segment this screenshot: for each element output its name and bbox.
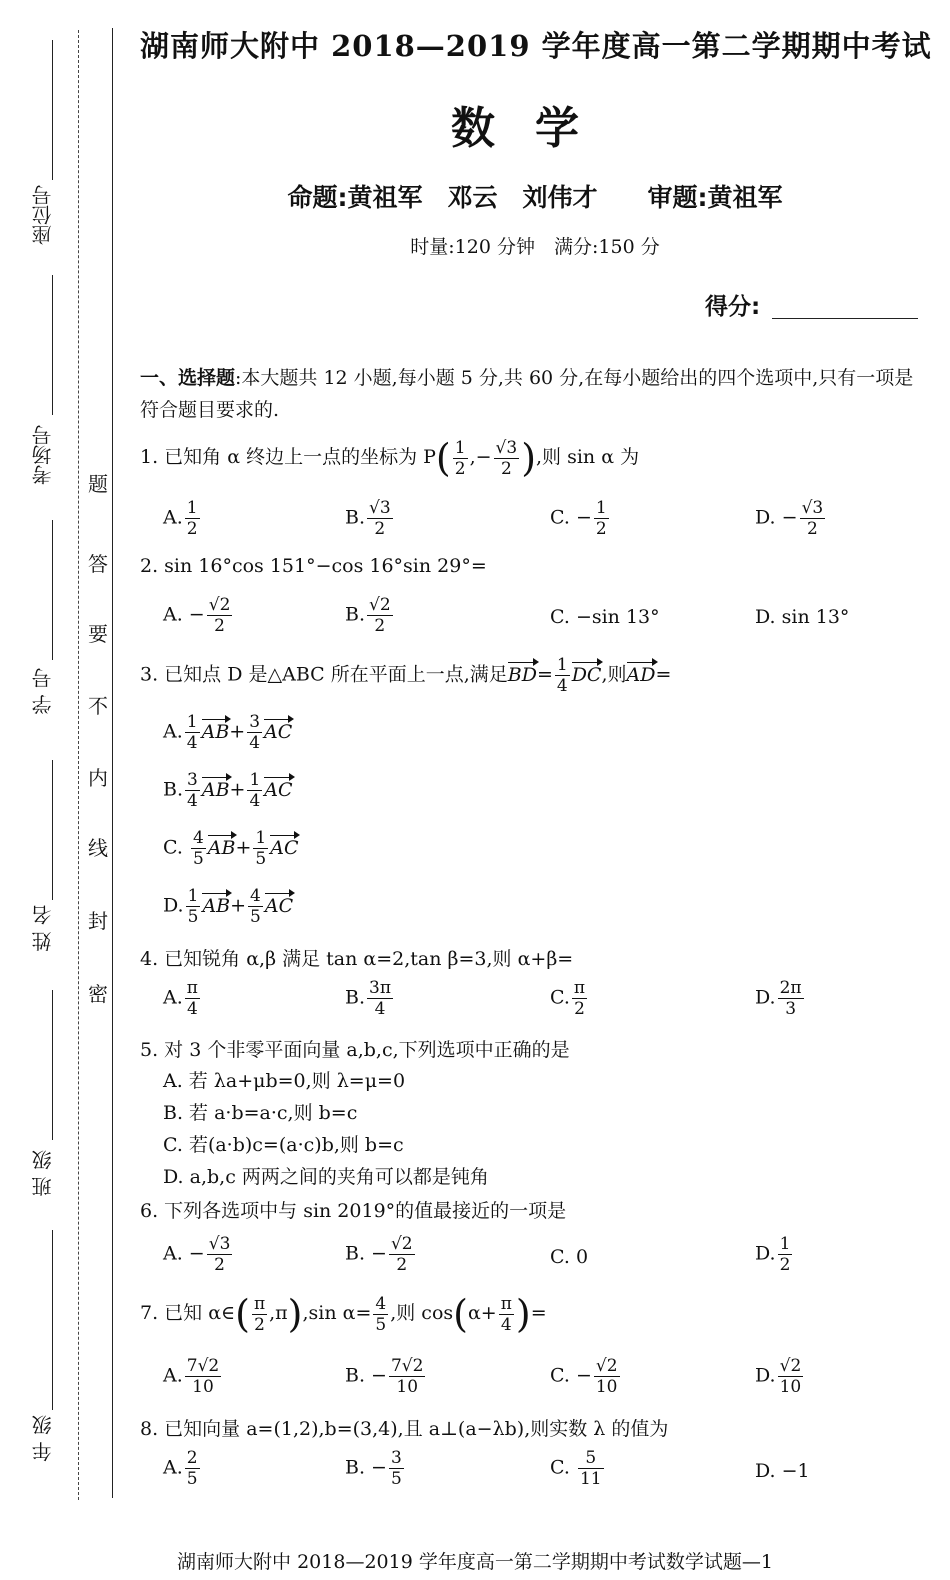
student-no-label: 学 号 — [31, 668, 55, 715]
q3-option-a[interactable]: A. $\frac{1}{4}$ AB+ $\frac{3}{4}$ AC — [163, 712, 293, 753]
question-8: 8. 已知向量 a=(1,2),b=(3,4),且 a⊥(a−λb),则实数 λ 的值为 — [140, 1418, 669, 1440]
seat-label: 座位号 — [31, 185, 55, 245]
page-footer: 湖南师大附中 2018—2019 学年度高一第二学期期中考试数学试题—1 — [177, 1551, 773, 1573]
q6-option-b[interactable]: B. − $\frac{√2}{2}$ — [345, 1234, 413, 1275]
class-label: 班 级 — [31, 1150, 55, 1197]
q5-option-d[interactable]: D. a,b,c 两两之间的夹角可以都是钝角 — [163, 1166, 489, 1188]
question-3: 3. 已知点 D 是△ABC 所在平面上一点,满足BD= $\frac{1}{4}$ DC,则AD= — [140, 655, 672, 696]
section-heading: 一、选择题 — [140, 367, 236, 389]
q2-option-c[interactable]: C. −sin 13° — [550, 606, 660, 628]
content-border — [112, 28, 113, 1498]
question-2: 2. sin 16°cos 151°−cos 16°sin 29°= — [140, 555, 487, 577]
grade-label: 年 级 — [31, 1415, 55, 1462]
q6-option-a[interactable]: A. − $\frac{√3}{2}$ — [163, 1234, 231, 1275]
seal-char: 密 — [88, 982, 108, 1006]
margin-rule — [52, 990, 53, 1140]
q2-option-b[interactable]: B. $\frac{√2}{2}$ — [345, 595, 391, 636]
q1-stem-end: ,则 sin α 为 — [536, 446, 640, 468]
q7-option-c[interactable]: C. − $\frac{√2}{10}$ — [550, 1356, 618, 1397]
seal-char: 答 — [88, 552, 108, 576]
seal-char: 不 — [88, 694, 108, 718]
q6-option-d[interactable]: D. $\frac{1}{2}$ — [755, 1234, 791, 1275]
q2-option-a[interactable]: A. − $\frac{√2}{2}$ — [163, 595, 231, 636]
q2-option-d[interactable]: D. sin 13° — [755, 606, 850, 628]
time-score-info: 时量:120 分钟 满分:150 分 — [410, 236, 660, 258]
question-7: 7. 已知 α∈( $\frac{\pi}{2}$ ,π),sin α= $\frac{4}{5}$ ,则 cos(α+ $\frac{\pi}{4}$ )= — [140, 1292, 547, 1336]
subject-title: 数学 — [451, 103, 619, 154]
seal-char: 题 — [88, 472, 108, 496]
q4-option-d[interactable]: D. $\frac{2\pi}{3}$ — [755, 978, 802, 1019]
margin-rule — [52, 1230, 53, 1410]
q8-option-b[interactable]: B. − $\frac{3}{5}$ — [345, 1448, 402, 1489]
q4-option-c[interactable]: C. $\frac{\pi}{2}$ — [550, 978, 586, 1019]
q7-option-b[interactable]: B. − $\frac{7√2}{10}$ — [345, 1356, 424, 1397]
margin-rule — [52, 760, 53, 900]
q1-option-a[interactable]: A. $\frac{1}{2}$ — [163, 498, 198, 539]
section-instructions — [140, 362, 930, 426]
q1-option-c[interactable]: C. − $\frac{1}{2}$ — [550, 498, 607, 539]
q4-option-b[interactable]: B. $\frac{3\pi}{4}$ — [345, 978, 392, 1019]
q3-option-b[interactable]: B. $\frac{3}{4}$ AB+ $\frac{1}{4}$ AC — [163, 770, 293, 811]
q1-option-d[interactable]: D. − $\frac{√3}{2}$ — [755, 498, 824, 539]
margin-rule — [52, 275, 53, 415]
question-6: 6. 下列各选项中与 sin 2019°的值最接近的一项是 — [140, 1200, 567, 1222]
seal-dashed-line — [78, 30, 79, 1500]
score-blank[interactable] — [772, 318, 918, 319]
q1-stem: 1. 已知角 α 终边上一点的坐标为 P — [140, 446, 436, 468]
score-label: 得分: — [705, 294, 761, 320]
q6-option-c[interactable]: C. 0 — [550, 1246, 589, 1268]
seal-char: 内 — [88, 766, 108, 790]
exam-title: 湖南师大附中 2018—2019 学年度高一第二学期期中考试 — [140, 29, 932, 63]
q5-option-c[interactable]: C. 若(a·b)c=(a·c)b,则 b=c — [163, 1134, 404, 1156]
authors-line: 命题:黄祖军 邓云 刘伟才 审题:黄祖军 — [287, 183, 783, 212]
question-5: 5. 对 3 个非零平面向量 a,b,c,下列选项中正确的是 — [140, 1039, 570, 1061]
q5-option-a[interactable]: A. 若 λa+μb=0,则 λ=μ=0 — [163, 1070, 406, 1092]
q7-option-a[interactable]: A. $\frac{7√2}{10}$ — [163, 1356, 220, 1397]
name-label: 姓 名 — [31, 905, 55, 952]
exam-room-label: 考场号 — [31, 425, 55, 485]
q5-option-b[interactable]: B. 若 a·b=a·c,则 b=c — [163, 1102, 358, 1124]
seal-char: 要 — [88, 622, 108, 646]
seal-char: 封 — [88, 909, 108, 933]
question-1: 1. 已知角 α 终边上一点的坐标为 P( $\frac{1}{2}$ ,− $\frac{√3}{2}$ ),则 sin α 为 — [140, 436, 640, 480]
q8-option-c[interactable]: C. $\frac{5}{11}$ — [550, 1448, 602, 1489]
q8-option-d[interactable]: D. −1 — [755, 1460, 810, 1482]
q3-option-c[interactable]: C. $\frac{4}{5}$ AB+ $\frac{1}{5}$ AC — [163, 828, 299, 869]
q4-option-a[interactable]: A. $\frac{\pi}{4}$ — [163, 978, 198, 1019]
margin-rule — [52, 40, 53, 180]
q7-option-d[interactable]: D. $\frac{√2}{10}$ — [755, 1356, 802, 1397]
question-4: 4. 已知锐角 α,β 满足 tan α=2,tan β=3,则 α+β= — [140, 948, 574, 970]
section-text: :本大题共 12 小题,每小题 5 分,共 60 分,在每小题给出的四个选项中,只有一项是符合题目要求的. — [140, 367, 914, 421]
q8-option-a[interactable]: A. $\frac{2}{5}$ — [163, 1448, 198, 1489]
seal-char: 线 — [88, 836, 108, 860]
margin-rule — [52, 520, 53, 660]
q1-option-b[interactable]: B. $\frac{√3}{2}$ — [345, 498, 391, 539]
q3-option-d[interactable]: D. $\frac{1}{5}$ AB+ $\frac{4}{5}$ AC — [163, 886, 294, 927]
